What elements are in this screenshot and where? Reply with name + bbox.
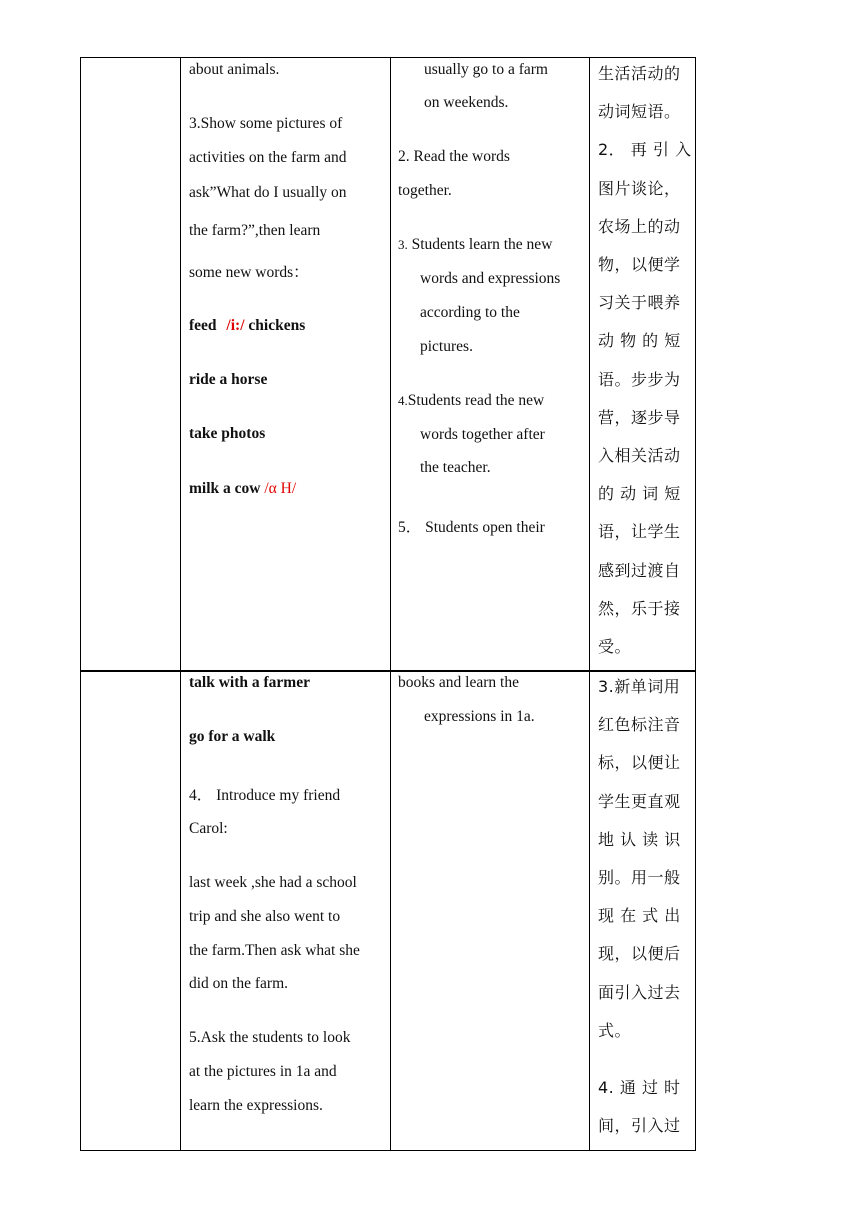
intent-text: 地 认 读 识 — [598, 829, 681, 849]
item-number: 3. — [398, 237, 408, 252]
procedure-text: learn the expressions. — [189, 1097, 323, 1114]
procedure-text: some new words： — [189, 264, 309, 281]
intent-text: 习关于喂养 — [598, 293, 681, 313]
intent-text: 营，逐步导 — [598, 407, 681, 427]
procedure-text: the farm.Then ask what she — [189, 942, 360, 959]
student-text: together. — [398, 182, 452, 199]
intent-text: 面引入过去 — [598, 982, 681, 1002]
student-text: words and expressions — [420, 270, 561, 287]
student-text: usually go to a farm — [424, 61, 548, 78]
student-text: pictures. — [420, 338, 473, 355]
procedure-text: did on the farm. — [189, 975, 289, 992]
table-bottom-border — [80, 1150, 696, 1151]
intent-text: 红色标注音 — [598, 715, 681, 735]
procedure-text: 4． Introduce my friend — [189, 787, 341, 804]
procedure-text: 5.Ask the students to look — [189, 1029, 351, 1046]
intent-text: 别。用一般 — [598, 868, 681, 887]
procedure-text: 3.Show some pictures of — [189, 115, 343, 132]
vocab-item: talk with a farmer — [189, 674, 310, 691]
student-text: on weekends. — [424, 94, 509, 111]
phonetic-symbol: /α H/ — [264, 480, 297, 497]
intent-text: 间，引入过 — [598, 1116, 681, 1136]
vocab-item — [189, 317, 305, 335]
student-text: words together after — [420, 426, 545, 443]
procedure-text: last week ,she had a school — [189, 874, 357, 891]
intent-text: 动 物 的 短 — [598, 331, 681, 351]
column-divider-2 — [390, 57, 391, 1151]
vocab-word: chickens — [248, 317, 306, 334]
intent-text: 物，以便学 — [598, 255, 681, 274]
student-text-span: Students read the new — [407, 392, 545, 409]
procedure-text: ask”What do I usually on — [189, 184, 347, 201]
student-text-span: Students learn the new — [411, 236, 553, 253]
intent-text: 3.新单词用 — [598, 677, 681, 696]
vocab-word: milk a cow — [189, 480, 261, 497]
procedure-text: trip and she also went to — [189, 908, 341, 925]
student-text: the teacher. — [420, 459, 491, 476]
intent-text: 式。 — [598, 1020, 632, 1040]
intent-text: 2． 再 引 入 — [598, 140, 692, 160]
procedure-text: activities on the farm and — [189, 149, 347, 166]
phonetic-symbol: /i:/ — [226, 317, 245, 334]
procedure-text: Carol: — [189, 820, 228, 837]
student-text: expressions in 1a. — [424, 708, 535, 725]
student-text: 5． Students open their — [398, 519, 545, 536]
vocab-item: go for a walk — [189, 728, 276, 745]
intent-text: 的 动 词 短 — [598, 484, 681, 504]
procedure-text: about animals. — [189, 61, 280, 78]
intent-text: 现 在 式 出 — [598, 906, 681, 926]
procedure-text: the farm?”,then learn — [189, 222, 321, 239]
vocab-item: ride a horse — [189, 371, 268, 388]
table-left-border — [80, 57, 81, 1151]
student-text: according to the — [420, 304, 520, 321]
intent-text: 受。 — [598, 637, 632, 656]
student-text — [398, 236, 552, 254]
intent-text: 标，以便让 — [598, 753, 681, 773]
intent-text: 语。步步为 — [598, 369, 681, 389]
table-right-border — [695, 57, 696, 1151]
intent-text: 图片谈论， — [598, 178, 681, 198]
student-text: books and learn the — [398, 674, 519, 691]
intent-text: 生活活动的 — [598, 64, 681, 83]
vocab-item — [189, 480, 296, 498]
intent-text: 农场上的动 — [598, 216, 681, 236]
intent-text: 入相关活动 — [598, 446, 681, 465]
intent-text: 4. 通 过 时 — [598, 1078, 681, 1097]
vocab-item: take photos — [189, 425, 266, 442]
intent-text: 感到过渡自 — [598, 560, 681, 580]
intent-text: 语，让学生 — [598, 522, 681, 542]
student-text — [398, 392, 544, 410]
student-text: 2. Read the words — [398, 148, 510, 165]
procedure-text: at the pictures in 1a and — [189, 1063, 337, 1080]
intent-text: 然，乐于接 — [598, 598, 681, 618]
intent-text: 动词短语。 — [598, 102, 681, 122]
column-divider-1 — [180, 57, 181, 1151]
intent-text: 学生更直观 — [598, 791, 681, 811]
vocab-word: feed — [189, 317, 217, 334]
item-number: 4. — [398, 393, 408, 408]
row-divider — [80, 670, 696, 672]
table-top-border — [80, 57, 696, 58]
column-divider-3 — [589, 57, 590, 1151]
intent-text: 现，以便后 — [598, 944, 681, 964]
